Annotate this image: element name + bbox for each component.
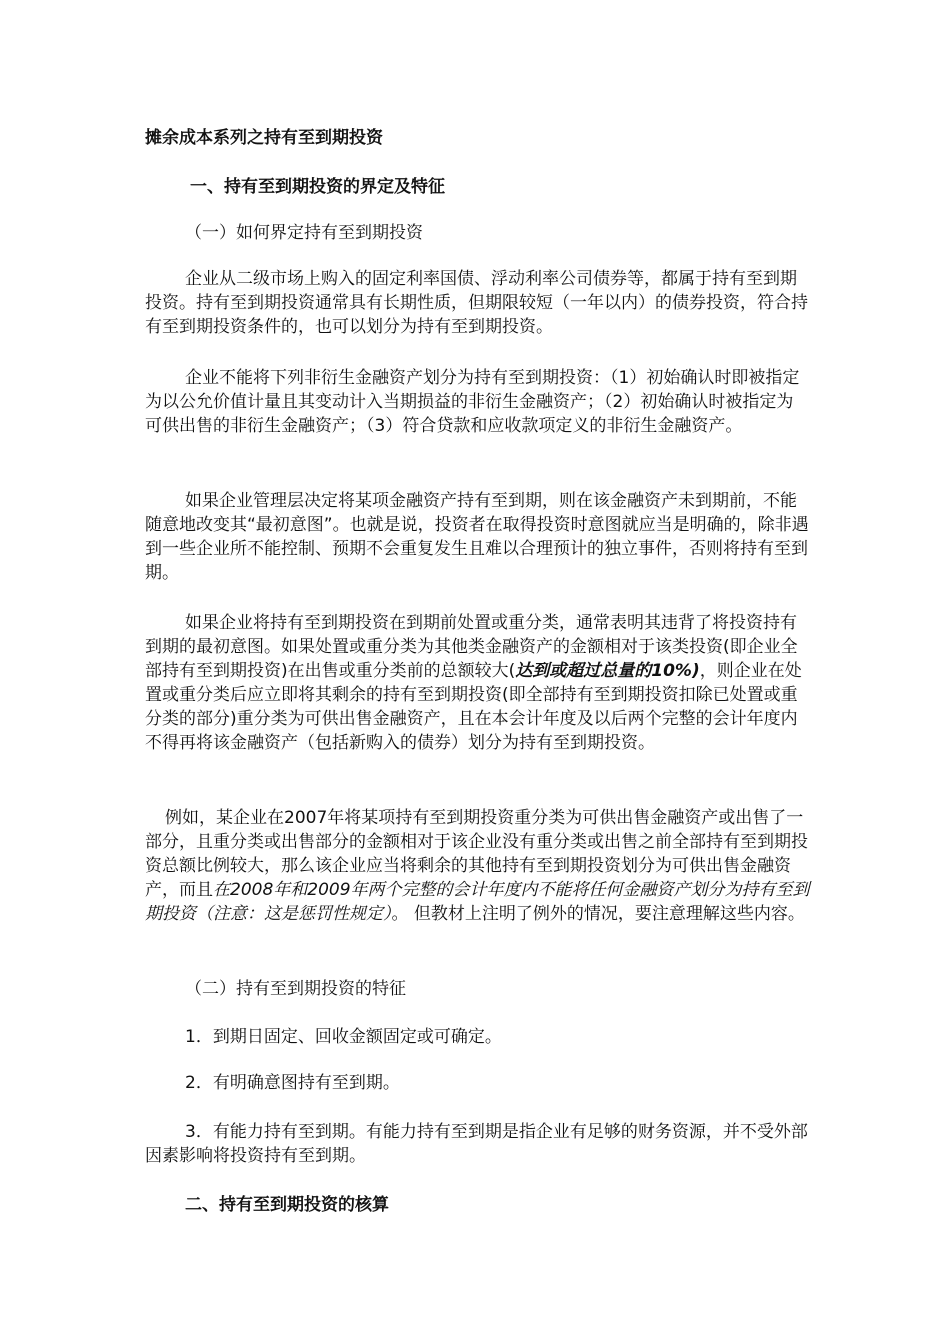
paragraph-4 [145,611,810,755]
paragraph-4-text-c: ，则企业在处置或重分类后应立即将其剩余的持有至到期投资(即全部持有至到期投资扣除已处置或重分类的部分)重分类为可供出售金融资产，且在本会计年度及以后两个完整的会计年度内不得再将该金融资产（包括新购入的债券）划分为持有至到期投资。 [145,661,802,753]
subsection-heading-1: （一）如何界定持有至到期投资 [185,223,423,243]
paragraph-5-text-c: 。 但教材上注明了例外的情况，要注意理解这些内容。 [391,904,805,924]
document-title: 摊余成本系列之持有至到期投资 [145,128,383,148]
paragraph-4-text-a: 如果企业将持有至到期投资在到期前处置或重分类，通常表明其违背了将投资持有到期的最初意图。如果处置或重分类为其他类金融资产的金额相对于该类投资(即企业全部持有至到期投资)在出售或重分类前的总额较大( [145,613,798,681]
section-heading-2: 二、持有至到期投资的核算 [185,1195,389,1215]
paragraph-5-text-a: 例如，某企业在2007年将某项持有至到期投资重分类为可供出售金融资产或出售了一部分，且重分类或出售部分的金额相对于该企业没有重分类或出售之前全部持有至到期投资总额比例较大，那么该企业应当将剩余的其他持有至到期投资划分为可供出售金融资产，而且 [145,808,808,900]
paragraph-2: 企业不能将下列非衍生金融资产划分为持有至到期投资：（1）初始确认时即被指定为以公允价值计量且其变动计入当期损益的非衍生金融资产；（2）初始确认时被指定为可供出售的非衍生金融资产；（3）符合贷款和应收款项定义的非衍生金融资产。 [145,368,800,436]
list-item-1: 1．到期日固定、回收金额固定或可确定。 [185,1027,502,1047]
list-item-3: 3．有能力持有至到期。有能力持有至到期是指企业有足够的财务资源，并不受外部因素影响将投资持有至到期。 [145,1122,808,1166]
subsection-heading-2: （二）持有至到期投资的特征 [185,979,406,999]
paragraph-4-emphasis: 达到或超过总量的10%) [515,661,700,681]
list-item-2: 2．有明确意图持有至到期。 [185,1073,400,1093]
paragraph-5 [145,806,810,926]
paragraph-5-emphasis: 在2008年和2009年两个完整的会计年度内不能将任何金融资产划分为持有至到期投资（注意：这是惩罚性规定） [145,880,810,924]
paragraph-1: 企业从二级市场上购入的固定利率国债、浮动利率公司债券等，都属于持有至到期投资。持有至到期投资通常具有长期性质，但期限较短（一年以内）的债券投资，符合持有至到期投资条件的，也可以划分为持有至到期投资。 [145,269,808,337]
paragraph-3: 如果企业管理层决定将某项金融资产持有至到期，则在该金融资产未到期前，不能随意地改变其“最初意图”。也就是说，投资者在取得投资时意图就应当是明确的，除非遇到一些企业所不能控制、预期不会重复发生且难以合理预计的独立事件，否则将持有至到期。 [145,491,809,583]
section-heading-1: 一、持有至到期投资的界定及特征 [190,177,445,197]
